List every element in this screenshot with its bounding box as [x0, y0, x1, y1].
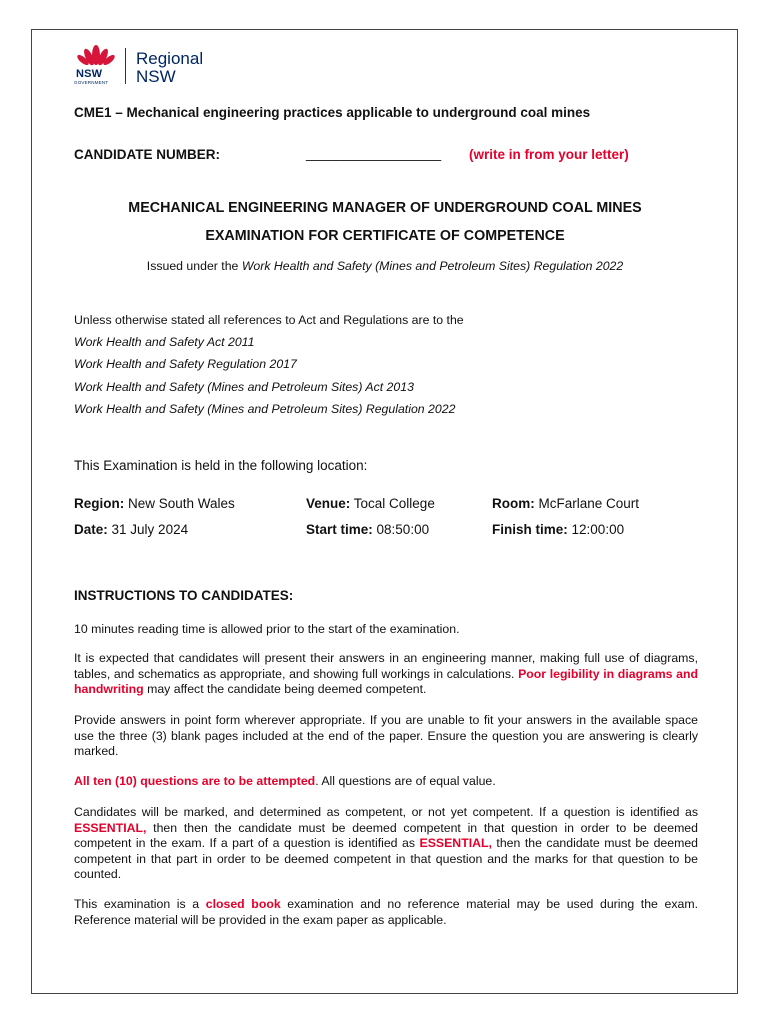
finish-time-value: 12:00:00	[571, 522, 625, 537]
logo-government-text: GOVERNMENT	[74, 80, 109, 85]
instruction-highlight: closed book	[205, 897, 281, 911]
issued-regulation: Work Health and Safety (Mines and Petroleum Sites) Regulation 2022	[241, 259, 624, 273]
instruction-text: examination and no reference material may be used during the exam. Reference material will be provided in the exam paper as applicable.	[74, 897, 698, 927]
reference-item: Work Health and Safety (Mines and Petroleum Sites) Act 2013	[74, 380, 414, 394]
instruction-text: This examination is a	[74, 897, 206, 911]
candidate-number-field: __________________	[306, 146, 442, 161]
reference-item: Work Health and Safety Act 2011	[74, 335, 255, 349]
start-time-value: 08:50:00	[376, 522, 430, 537]
course-title: CME1 – Mechanical engineering practices applicable to underground coal mines	[74, 105, 591, 120]
region-label: Region:	[74, 496, 125, 511]
date-field	[74, 522, 188, 537]
instruction-text: then then the candidate must be deemed competent in that question in order to be deemed competent in the exam. If a part of a question is identified as	[74, 820, 698, 850]
reference-item: Work Health and Safety Regulation 2017	[74, 357, 297, 371]
instruction-highlight: ESSENTIAL,	[74, 820, 147, 835]
instruction-highlight: ESSENTIAL,	[419, 836, 492, 850]
reference-item: Work Health and Safety (Mines and Petroleum Sites) Regulation 2022	[74, 402, 456, 416]
exam-title-line2: EXAMINATION FOR CERTIFICATE OF COMPETENCE	[205, 228, 565, 244]
instruction-text: . All questions are of equal value.	[315, 774, 496, 788]
exam-title-line1: MECHANICAL ENGINEERING MANAGER OF UNDERGROUND COAL MINES	[128, 200, 642, 216]
instruction-highlight: Poor legibility in diagrams and handwriting	[74, 666, 698, 696]
issued-under-line	[0, 259, 770, 273]
instruction-reading-time: 10 minutes reading time is allowed prior to the start of the examination.	[74, 622, 460, 636]
finish-time-label: Finish time:	[492, 522, 568, 537]
instruction-text: Candidates will be marked, and determined as competent, or not yet competent. If a question is identified as	[74, 805, 698, 819]
instructions-heading: INSTRUCTIONS TO CANDIDATES:	[74, 588, 294, 603]
instruction-highlight: All ten (10) questions are to be attempted	[74, 774, 316, 788]
candidate-number-label: CANDIDATE NUMBER:	[74, 147, 220, 162]
region-field	[74, 496, 235, 511]
instruction-text: It is expected that candidates will present their answers in an engineering manner, making full use of diagrams, tables, and schematics as appropriate, and showing full workings in calculations.	[74, 651, 698, 681]
nsw-waratah-logo-icon	[76, 44, 116, 68]
room-label: Room:	[492, 496, 535, 511]
start-time-label: Start time:	[306, 522, 373, 537]
region-value: New South Wales	[128, 496, 235, 511]
start-time-field	[306, 522, 429, 537]
logo-wordmark	[136, 50, 203, 86]
finish-time-field	[492, 522, 624, 537]
location-intro: This Examination is held in the following location:	[74, 458, 368, 473]
instruction-engineering-manner	[74, 651, 698, 698]
logo-wordmark-line1: Regional	[136, 49, 204, 68]
date-label: Date:	[74, 522, 108, 537]
instruction-all-questions	[74, 774, 698, 790]
instruction-text: may affect the candidate being deemed competent.	[143, 682, 427, 696]
logo-wordmark-line2: NSW	[136, 67, 176, 86]
room-value: McFarlane Court	[538, 496, 640, 511]
venue-value: Tocal College	[353, 496, 435, 511]
room-field	[492, 496, 639, 511]
issued-prefix: Issued under the	[146, 259, 242, 273]
logo-nsw-text: NSW	[76, 68, 103, 80]
instruction-marking	[74, 805, 698, 883]
candidate-number-hint: (write in from your letter)	[469, 147, 629, 162]
instruction-point-form: Provide answers in point form wherever appropriate. If you are unable to fit your answers in the available space use the three (3) blank pages included at the end of the paper. Ensure the question you are answering is clearly marked.	[74, 713, 698, 758]
instruction-text: then the candidate must be deemed competent in that part in order to be deemed competent in that question and the marks for that question to be counted.	[74, 836, 699, 881]
venue-field	[306, 496, 435, 511]
logo-divider	[125, 48, 126, 84]
instruction-closed-book	[74, 897, 698, 928]
references-intro: Unless otherwise stated all references to Act and Regulations are to the	[74, 313, 464, 327]
venue-label: Venue:	[306, 496, 351, 511]
date-value: 31 July 2024	[111, 522, 189, 537]
